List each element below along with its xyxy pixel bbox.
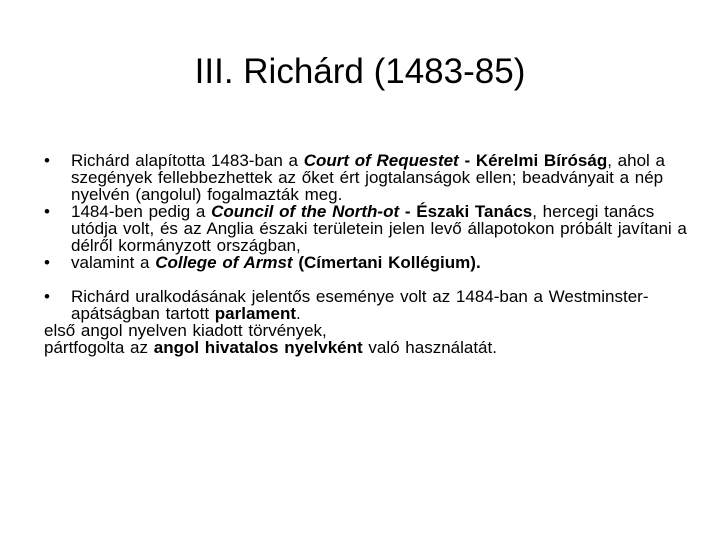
line-official-language xyxy=(44,339,694,356)
bullet-icon: • xyxy=(44,287,50,306)
term-kerelmi-birosag: Kérelmi Bíróság xyxy=(475,151,608,170)
bullet-icon: • xyxy=(44,253,50,272)
slide-title: III. Richárd (1483-85) xyxy=(194,52,526,91)
text-run: , hercegi tanács utódja volt, és az Anglia északi területein jelen levő állapotokon próbált javítani a délről kormányzott országban, xyxy=(71,202,687,255)
text-run: Richárd alapította 1483-ban a xyxy=(71,151,304,170)
text-run: pártfogolta az xyxy=(44,338,154,357)
text-run: , ahol a szegények fellebbezhettek az őket ért jogtalanságok ellen; beadványait a nép nyelvén (angolul) fogalmazták meg. xyxy=(71,151,665,204)
bullet-icon: • xyxy=(44,202,50,221)
text-run: való használatát. xyxy=(362,338,497,357)
text-run: 1484-ben pedig a xyxy=(71,202,212,221)
bullet-item-court-of-requests xyxy=(44,152,694,203)
term-council-of-the-north: Council of the North-ot xyxy=(211,202,400,221)
term-cimertani-kollegium: (Címertani Kollégium). xyxy=(292,253,481,272)
separator: - xyxy=(399,202,417,221)
term-college-of-arms: College of Armst xyxy=(155,253,293,272)
line-first-english-laws: első angol nyelven kiadott törvények, xyxy=(44,321,327,340)
term-angol-hivatalos-nyelv: angol hivatalos nyelvként xyxy=(153,338,363,357)
text-run: Richárd uralkodásának jelentős eseménye volt az 1484-ban a Westminster-apátságban tartott xyxy=(71,287,649,323)
bullet-item-parliament xyxy=(44,288,694,322)
text-run: . xyxy=(296,304,301,323)
term-court-of-requests: Court of Requestet xyxy=(303,151,459,170)
separator: - xyxy=(458,151,476,170)
bullet-item-council-of-the-north xyxy=(44,203,694,254)
bullet-icon: • xyxy=(44,151,50,170)
slide-content xyxy=(44,152,694,356)
term-eszaki-tanacs: Északi Tanács xyxy=(416,202,533,221)
bullet-item-college-of-arms xyxy=(44,254,694,271)
term-parlament: parlament xyxy=(214,304,297,323)
text-run: valamint a xyxy=(71,253,156,272)
spacer xyxy=(44,271,694,288)
